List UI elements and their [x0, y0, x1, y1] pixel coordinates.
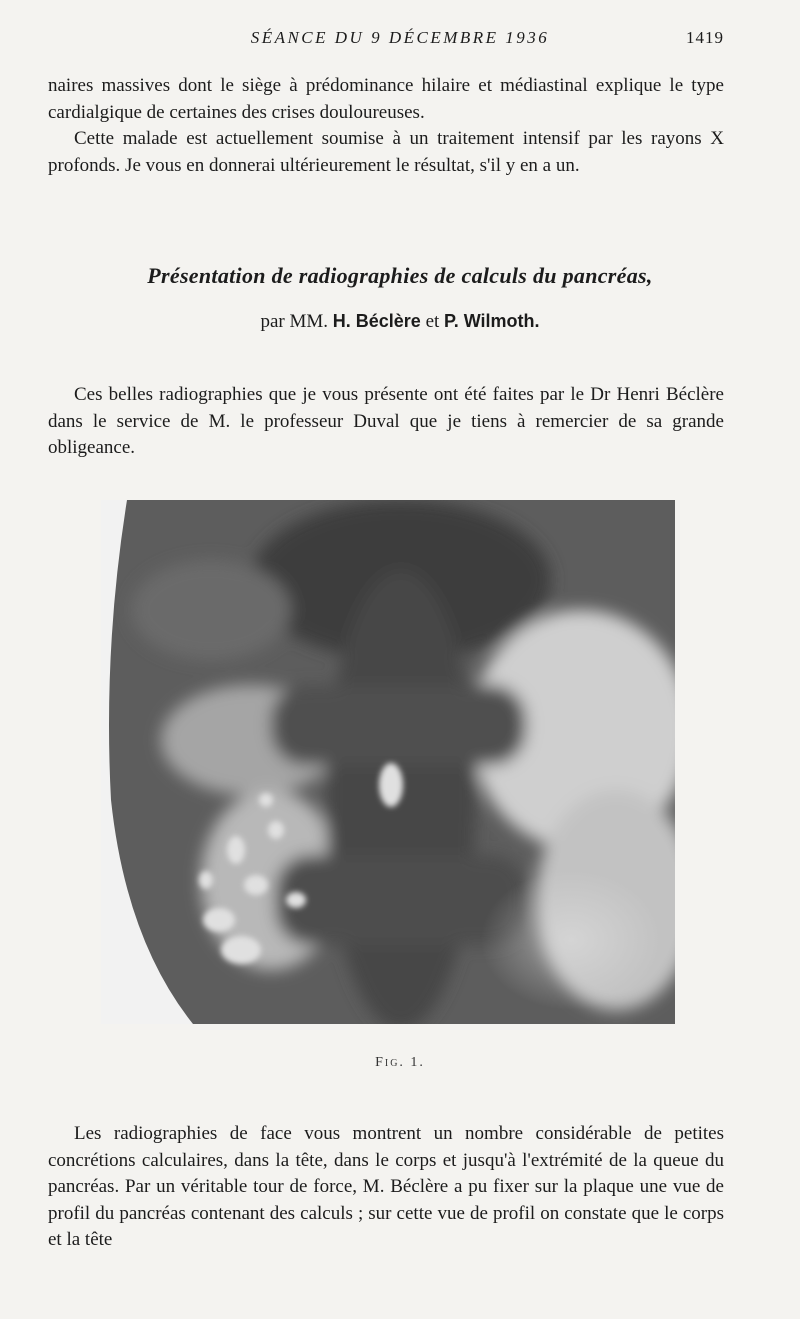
section-title: Présentation de radiographies de calculs du pancréas, — [147, 263, 653, 288]
running-title: SÉANCE DU 9 DÉCEMBRE 1936 — [250, 28, 550, 47]
bottom-text — [48, 1121, 724, 1254]
intro-text — [48, 382, 724, 462]
paragraph-continued: naires massives dont le siège à prédominance hilaire et médiastinal explique le type cardialgique de certaines des crises douloureuses. — [48, 75, 724, 123]
author-name: P. Wilmoth. — [444, 311, 540, 331]
byline-conjunction: et — [425, 311, 440, 332]
byline-prefix: par MM. — [260, 311, 328, 332]
paragraph: Cette malade est actuellement soumise à un traitement intensif par les rayons X profonds. Je vous en donnerai ultérieurement le résultat, s'il y en a un. — [48, 128, 724, 176]
paragraph: Les radiographies de face vous montrent un nombre considérable de petites concrétions calculaires, dans la tête, dans le corps et jusqu'à l'extrémité de la queue du pancréas. Par un véritable tour de force, M. Béclère a pu fixer sur la plaque une vue de profil du pancréas contenant des calculs ; sur cette vue de profil on constate que le corps et la tête — [48, 1123, 724, 1250]
paragraph: Ces belles radiographies que je vous présente ont été faites par le Dr Henri Béclère dans le service de M. le professeur Duval que je tiens à remercier de sa grande obligeance. — [48, 384, 724, 458]
radiograph-figure — [101, 500, 675, 1024]
page-header — [0, 28, 800, 52]
page-number: 1419 — [686, 28, 724, 47]
byline — [0, 311, 800, 333]
figure-caption: Fig. 1. — [375, 1055, 425, 1070]
top-text — [48, 73, 724, 179]
radiograph-image — [101, 500, 675, 1024]
author-name: H. Béclère — [332, 311, 421, 331]
